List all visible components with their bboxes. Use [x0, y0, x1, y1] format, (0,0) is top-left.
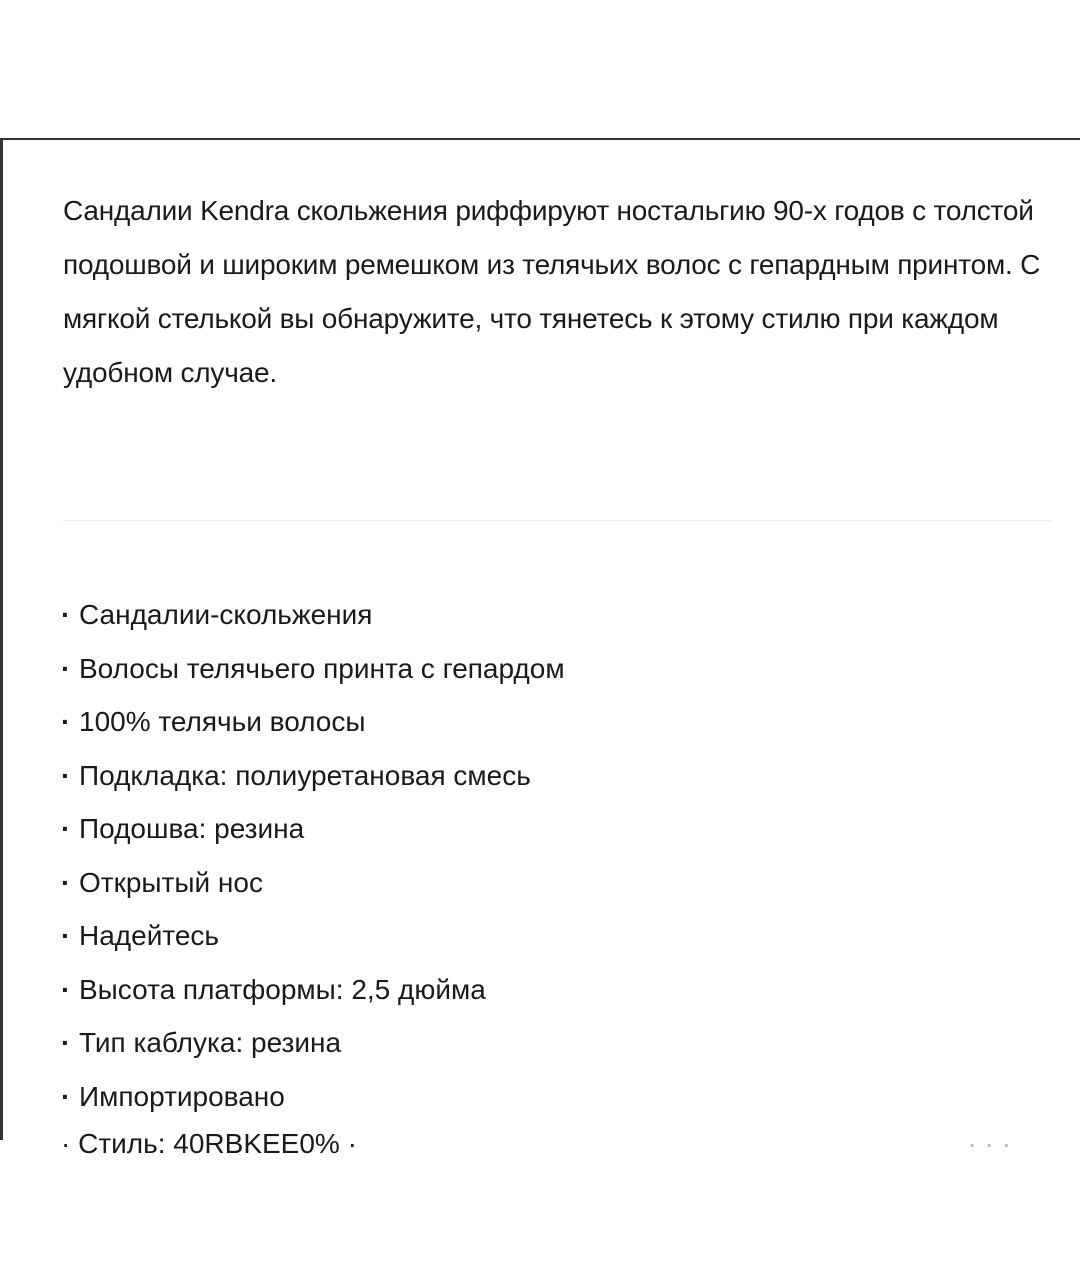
- feature-item: [61, 963, 1051, 1017]
- feature-text: Надейтесь: [79, 920, 220, 951]
- feature-item: [61, 1070, 1051, 1124]
- bullet-icon: ·: [61, 866, 71, 898]
- feature-list: [61, 588, 1051, 1123]
- cutoff-trail-text: · · ·: [967, 1128, 1011, 1159]
- bullet-icon: ·: [61, 920, 71, 951]
- bullet-icon: ·: [61, 599, 71, 630]
- feature-item: [61, 695, 1051, 749]
- product-details-panel: [0, 138, 1080, 1159]
- feature-item: [61, 749, 1051, 803]
- bullet-icon: ·: [61, 652, 71, 684]
- cutoff-text: · Стиль: 40RBKEE0% ·: [61, 1128, 357, 1159]
- bullet-icon: ·: [61, 1080, 71, 1112]
- feature-text: Подошва: резина: [79, 813, 305, 844]
- bullet-icon: ·: [61, 759, 71, 791]
- bullet-icon: ·: [61, 706, 71, 737]
- product-description: Сандалии Kendra скольжения риффируют ностальгию 90-х годов с толстой подошвой и широким ремешком из телячьих волос с гепардным принтом. С мягкой стелькой вы обнаружите, что тянетесь к этому стилю при каждом удобном случае.: [63, 195, 1041, 388]
- feature-item: [61, 642, 1051, 696]
- feature-item: [61, 802, 1051, 856]
- feature-item: [61, 856, 1051, 910]
- bullet-icon: ·: [61, 973, 71, 1005]
- feature-item: [61, 588, 1051, 642]
- feature-item: [61, 909, 1051, 963]
- feature-text: Тип каблука: резина: [79, 1027, 342, 1058]
- feature-text: Сандалии-скольжения: [79, 599, 373, 630]
- bullet-icon: ·: [61, 813, 71, 844]
- feature-text: Открытый нос: [79, 866, 263, 898]
- feature-text: Волосы телячьего принта с гепардом: [79, 652, 565, 684]
- feature-text: 100% телячьи волосы: [79, 706, 366, 737]
- section-divider: [63, 520, 1051, 521]
- feature-text: Подкладка: полиуретановая смесь: [79, 759, 531, 791]
- feature-item: [61, 1016, 1051, 1070]
- feature-item-cutoff: [61, 1122, 1051, 1159]
- feature-text: Высота платформы: 2,5 дюйма: [79, 973, 486, 1005]
- bullet-icon: ·: [61, 1027, 71, 1058]
- feature-text: Импортировано: [79, 1080, 285, 1112]
